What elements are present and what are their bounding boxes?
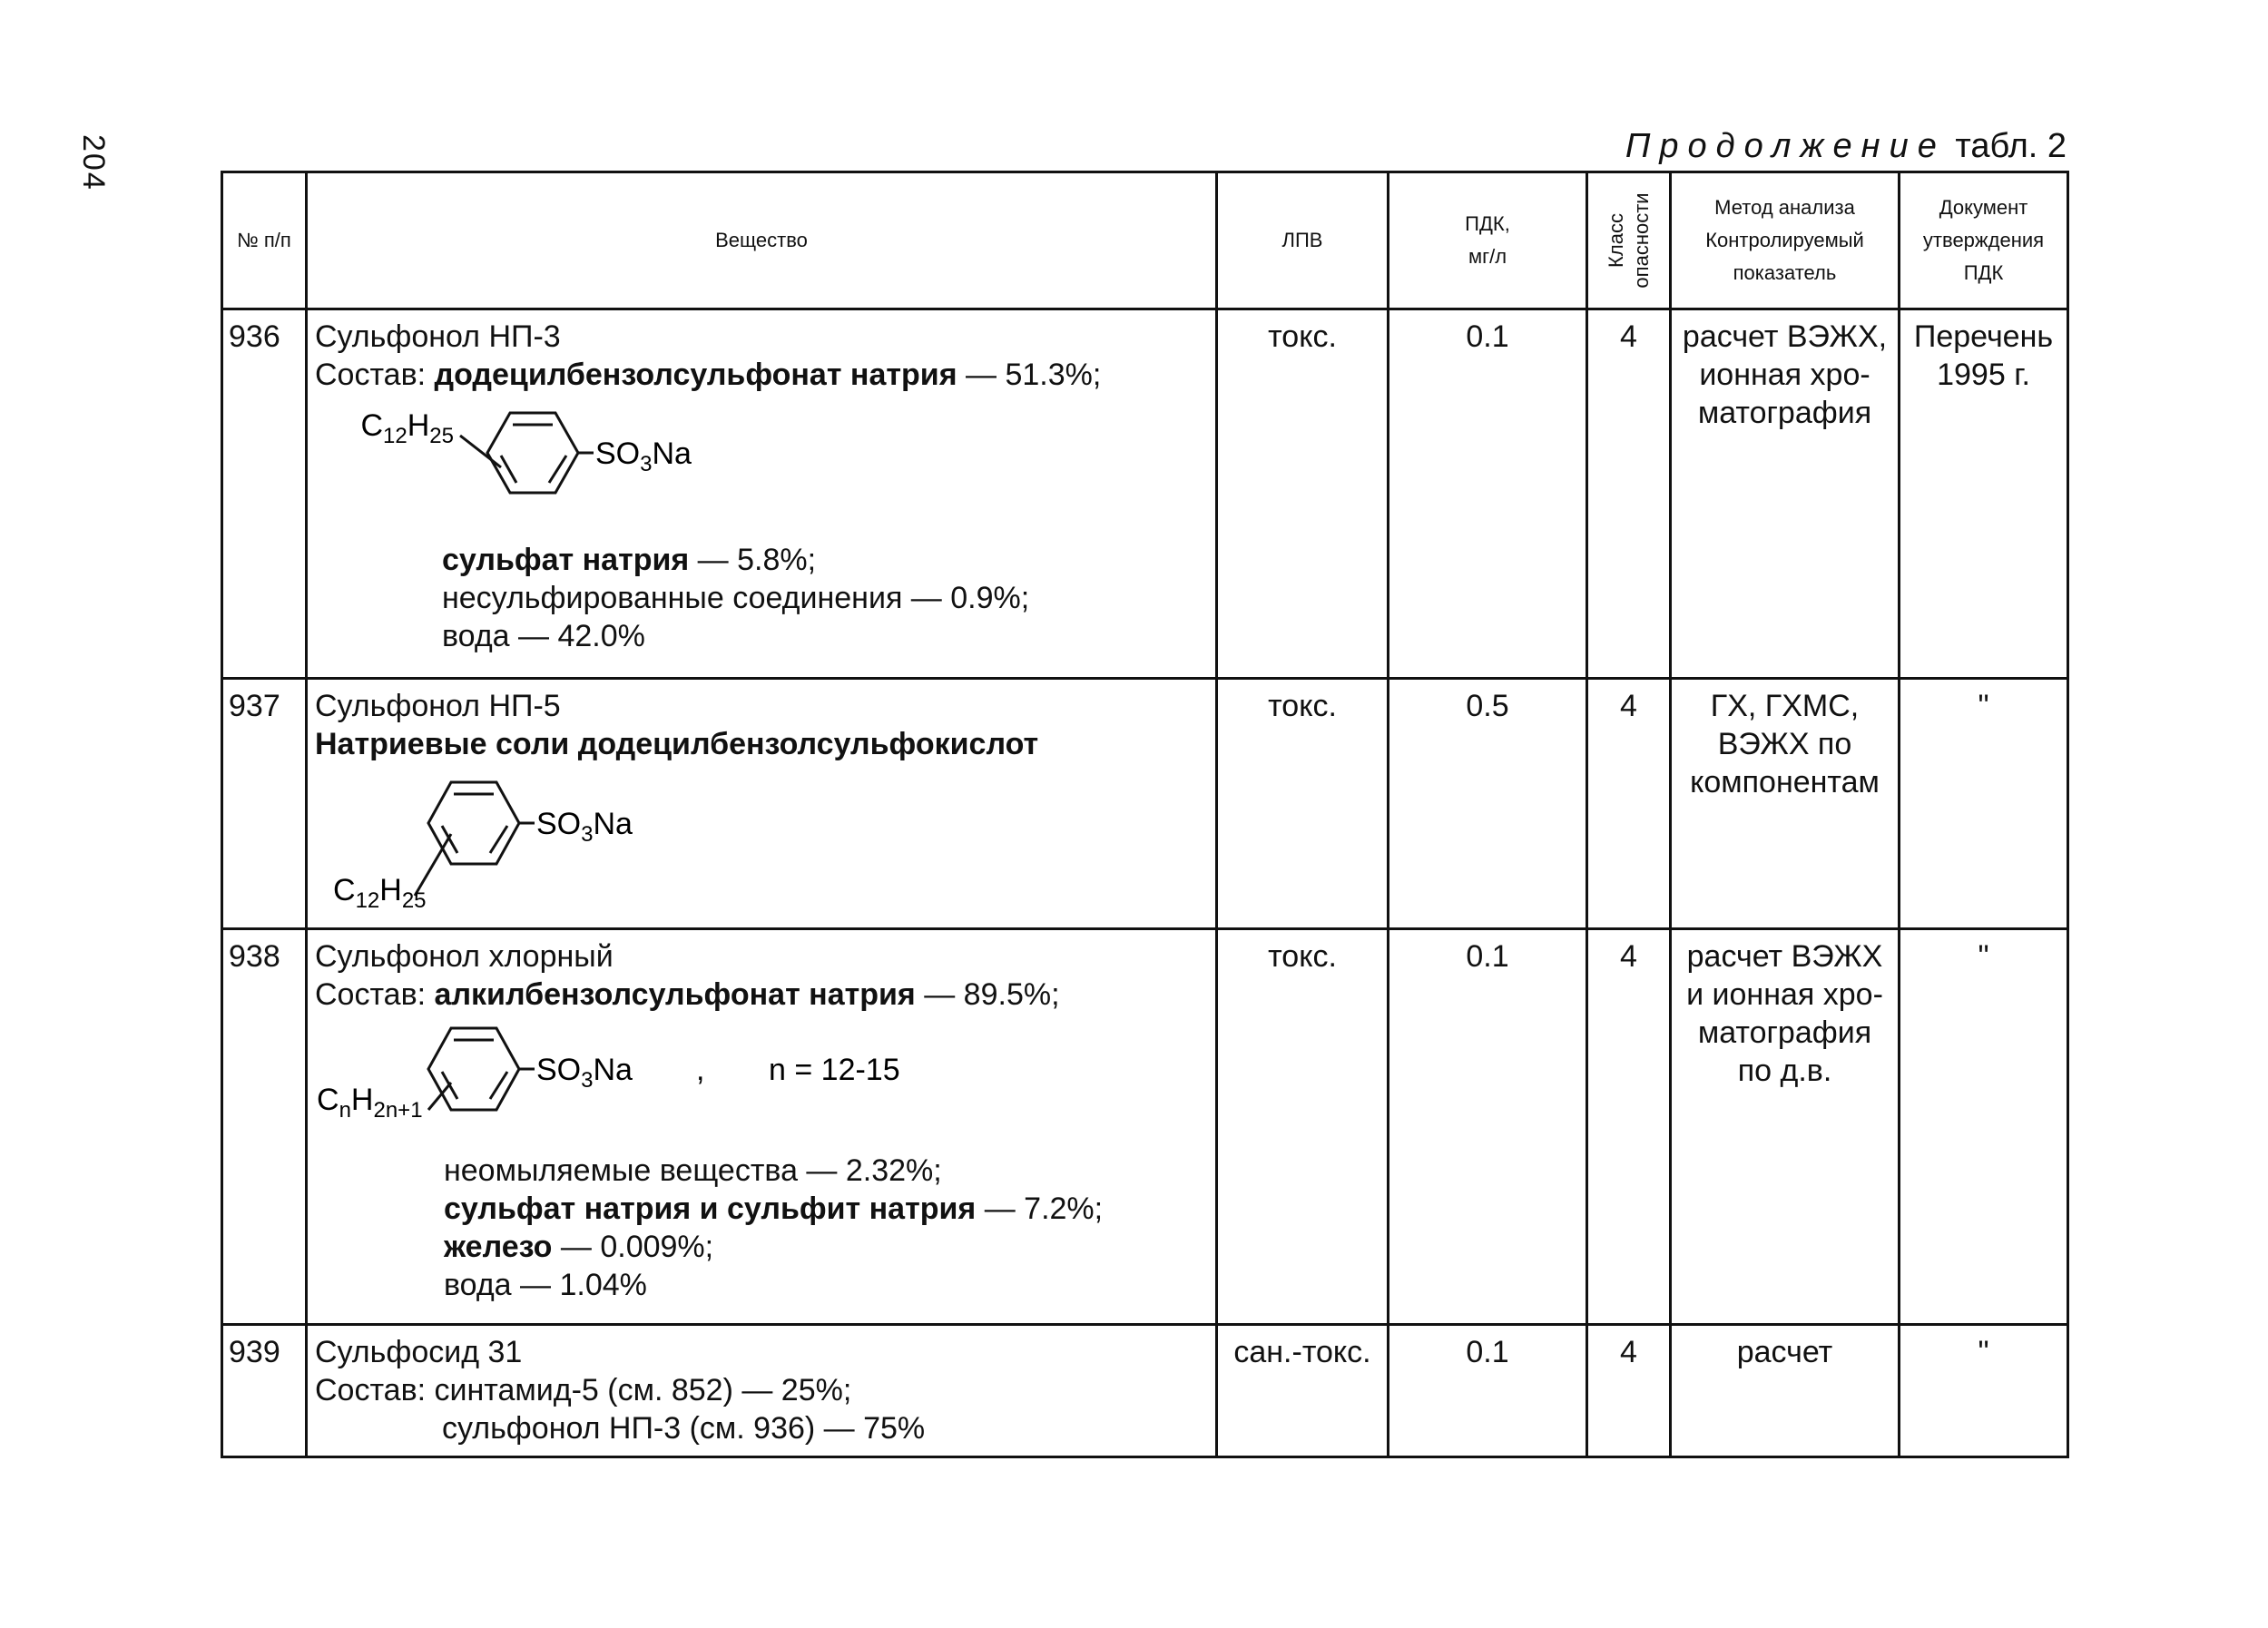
chain-length-range: n = 12-15 xyxy=(769,1053,900,1087)
substance-description: Натриевые соли додецилбензолсульфокислот xyxy=(315,727,1039,761)
document-cell: " xyxy=(1900,929,2068,1325)
table-row-937 xyxy=(222,679,2068,929)
alkyl-group-label: $C_{12}H_{25}$ xyxy=(360,408,454,448)
row-number: 939 xyxy=(222,1325,307,1457)
continuation-word: Продолжение xyxy=(1625,127,1946,165)
component-line: несульфированные соединения — 0.9%; xyxy=(442,581,1030,615)
component-line: железо — 0.009%; xyxy=(444,1230,714,1264)
hazard-class-cell: 4 xyxy=(1587,309,1671,679)
lpv-cell: сан.-токс. xyxy=(1217,1325,1389,1457)
table-row-936 xyxy=(222,309,2068,679)
composition-line: Состав: алкилбензолсульфонат натрия — 89.5%; xyxy=(315,977,1060,1012)
header-method xyxy=(1671,172,1900,309)
document-cell: " xyxy=(1900,679,2068,929)
substance-name: Сульфонол хлорный xyxy=(315,939,614,974)
substance-cell xyxy=(307,1325,1217,1457)
method-cell: расчет ВЭЖХ, ионная хро- матография xyxy=(1671,309,1900,679)
alkyl-group-label: $C_nH_{2n+1}$ xyxy=(317,1083,423,1123)
header-class-line2: опасности xyxy=(1629,192,1653,289)
substance-cell xyxy=(307,929,1217,1325)
composition-line: сульфонол НП-3 (см. 936) — 75% xyxy=(442,1411,926,1446)
header-class-line1: Класс xyxy=(1604,213,1627,268)
component-line: вода — 42.0% xyxy=(442,619,645,653)
table-continuation-caption xyxy=(1625,127,2067,166)
component-line: сульфат натрия — 5.8%; xyxy=(442,543,817,577)
pdk-cell: 0.1 xyxy=(1389,1325,1587,1457)
lpv-cell: токс. xyxy=(1217,309,1389,679)
header-row xyxy=(222,172,2068,309)
hazard-class-cell: 4 xyxy=(1587,929,1671,1325)
alkyl-group-label: $C_{12}H_{25}$ xyxy=(333,873,427,913)
structural-formula xyxy=(315,1019,950,1146)
header-num: № п/п xyxy=(222,172,307,309)
composition-main-percent: — 51.3%; xyxy=(966,358,1102,392)
lpv-cell: токс. xyxy=(1217,679,1389,929)
composition-line xyxy=(315,356,1215,394)
header-document xyxy=(1900,172,2068,309)
benzene-ring xyxy=(428,1028,535,1110)
component-line: вода — 1.04% xyxy=(444,1268,647,1302)
header-pdk xyxy=(1389,172,1587,309)
row-number: 937 xyxy=(222,679,307,929)
header-method-line2: Контролируемый xyxy=(1705,229,1864,251)
header-pdk-line2: мг/л xyxy=(1468,245,1507,268)
formula-comma: , xyxy=(696,1053,705,1087)
component-line: сульфат натрия и сульфит натрия — 7.2%; xyxy=(444,1192,1104,1226)
document-cell: " xyxy=(1900,1325,2068,1457)
method-cell: расчет ВЭЖХ и ионная хро- матография по д.в. xyxy=(1671,929,1900,1325)
row-number: 938 xyxy=(222,929,307,1325)
header-substance: Вещество xyxy=(307,172,1217,309)
benzene-ring xyxy=(415,782,535,896)
composition-main-component: додецилбензолсульфонат натрия xyxy=(434,358,957,392)
header-lpv: ЛПВ xyxy=(1217,172,1389,309)
header-doc-line2: утверждения xyxy=(1922,229,2045,251)
header-doc-line3: ПДК xyxy=(1963,261,2004,284)
pdk-cell: 0.1 xyxy=(1389,929,1587,1325)
method-cell: расчет xyxy=(1671,1325,1900,1457)
composition-prefix: Состав: xyxy=(315,358,427,392)
pdk-cell: 0.5 xyxy=(1389,679,1587,929)
substance-cell xyxy=(307,309,1217,679)
structural-formula xyxy=(315,769,859,918)
header-class xyxy=(1587,172,1671,309)
substance-name: Сульфонол НП-5 xyxy=(315,689,561,723)
component-line: неомыляемые вещества — 2.32%; xyxy=(444,1153,942,1188)
lpv-cell: токс. xyxy=(1217,929,1389,1325)
continuation-table-ref: табл. 2 xyxy=(1955,127,2067,165)
structural-formula xyxy=(315,399,859,535)
composition-line: Состав: синтамид-5 (см. 852) — 25%; xyxy=(315,1373,852,1407)
table-row-939 xyxy=(222,1325,2068,1457)
document-cell: Перечень 1995 г. xyxy=(1900,309,2068,679)
method-cell: ГХ, ГХМС, ВЭЖХ по компонентам xyxy=(1671,679,1900,929)
substance-cell xyxy=(307,679,1217,929)
header-pdk-line1: ПДК, xyxy=(1465,212,1510,235)
benzene-ring xyxy=(460,413,594,493)
hazard-class-cell: 4 xyxy=(1587,679,1671,929)
substance-name: Сульфонол НП-3 xyxy=(315,319,561,354)
header-method-line1: Метод анализа xyxy=(1714,196,1855,219)
hazard-class-cell: 4 xyxy=(1587,1325,1671,1457)
sulfonate-group-label: $SO_3Na$ xyxy=(536,1053,633,1093)
row-number: 936 xyxy=(222,309,307,679)
substance-name: Сульфосид 31 xyxy=(315,1335,523,1369)
sulfonate-group-label: $SO_3Na$ xyxy=(536,807,633,847)
sulfonate-group-label: $SO_3Na$ xyxy=(595,436,692,476)
table-row-938 xyxy=(222,929,2068,1325)
substances-table xyxy=(221,171,2069,1458)
header-doc-line1: Документ xyxy=(1939,196,2028,219)
pdk-cell: 0.1 xyxy=(1389,309,1587,679)
header-method-line3: показатель xyxy=(1733,261,1837,284)
page-number: 204 xyxy=(76,134,111,191)
